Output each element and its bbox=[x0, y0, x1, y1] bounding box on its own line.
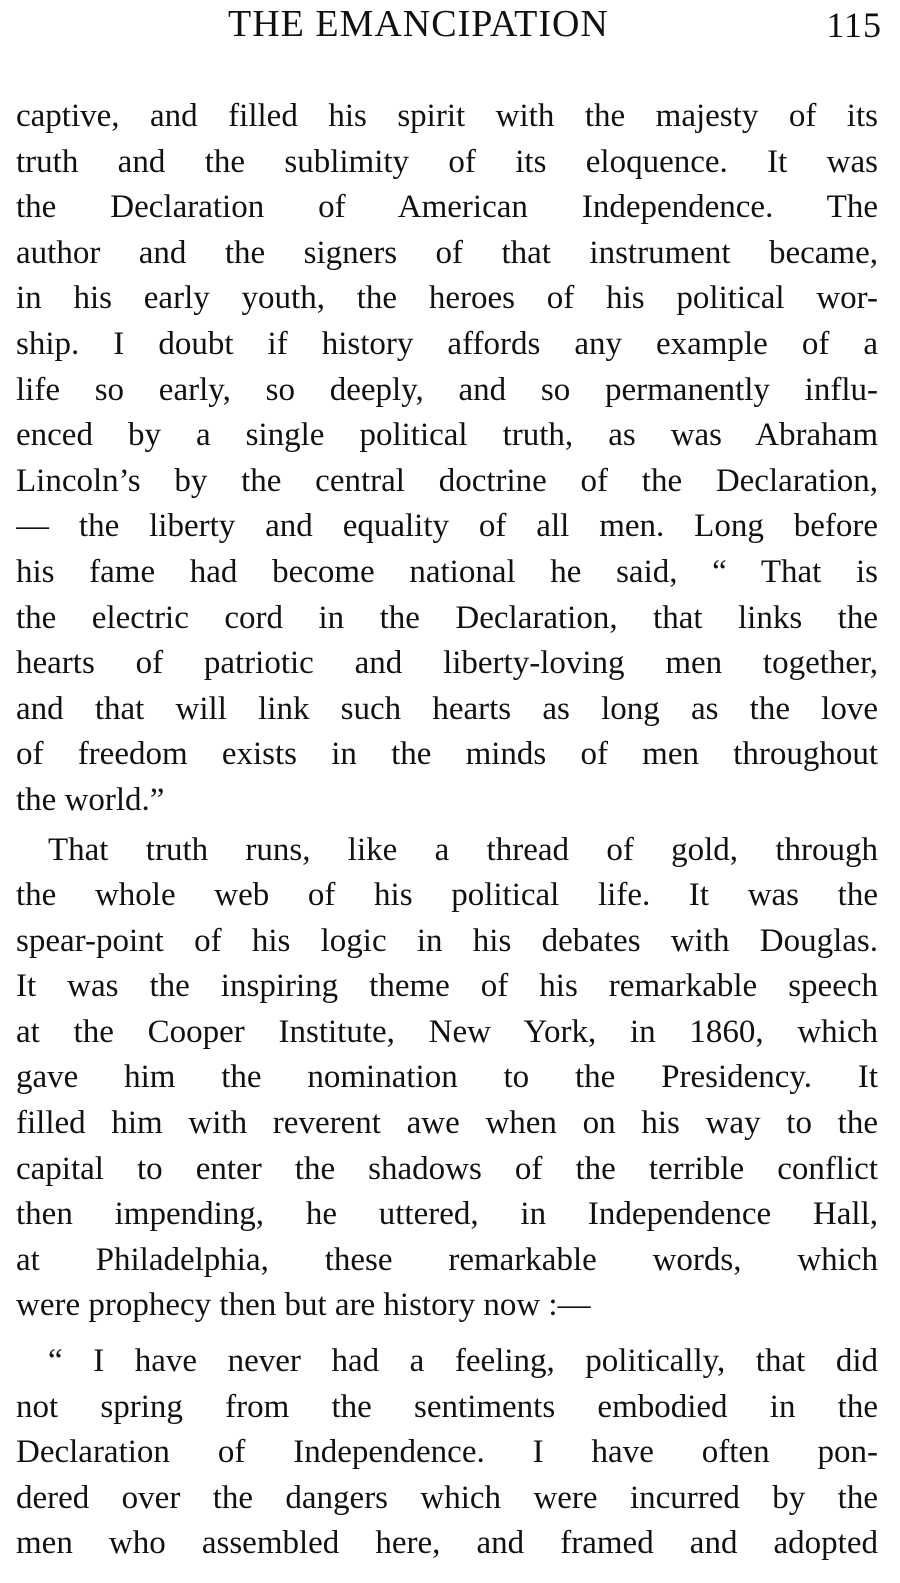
paragraph-1 bbox=[16, 94, 878, 824]
text-line: the electric cord in the Declaration, that links the bbox=[16, 599, 878, 636]
text-line: life so early, so deeply, and so permanently influ- bbox=[16, 371, 878, 408]
text-line: were prophecy then but are history now :— bbox=[16, 1287, 591, 1324]
text-line: filled him with reverent awe when on his way to the bbox=[16, 1105, 878, 1142]
text-line: hearts of patriotic and liberty-loving men together, bbox=[16, 645, 878, 682]
text-line: men who assembled here, and framed and adopted bbox=[16, 1525, 878, 1562]
text-line: of freedom exists in the minds of men throughout bbox=[16, 736, 878, 773]
running-head bbox=[0, 0, 900, 56]
body-text bbox=[16, 94, 878, 1567]
text-line: gave him the nomination to the Presidency. It bbox=[16, 1059, 878, 1096]
text-line: capital to enter the shadows of the terrible conflict bbox=[16, 1150, 878, 1187]
text-line: in his early youth, the heroes of his political wor- bbox=[16, 280, 878, 317]
text-line: Lincoln’s by the central doctrine of the Declaration, bbox=[16, 462, 878, 499]
text-line: at the Cooper Institute, New York, in 1860, which bbox=[16, 1013, 878, 1050]
text-line: not spring from the sentiments embodied in the bbox=[16, 1388, 878, 1425]
text-line: That truth runs, like a thread of gold, through bbox=[48, 831, 878, 868]
text-line: captive, and filled his spirit with the majesty of its bbox=[16, 98, 878, 134]
text-line: “ I have never had a feeling, politically, that did bbox=[48, 1343, 878, 1380]
text-line: enced by a single political truth, as was Abraham bbox=[16, 417, 878, 454]
paragraph-2 bbox=[16, 828, 878, 1330]
text-line: the Declaration of American Independence. The bbox=[16, 189, 878, 226]
text-line: dered over the dangers which were incurred by the bbox=[16, 1479, 878, 1516]
text-line: spear-point of his logic in his debates with Douglas. bbox=[16, 922, 878, 959]
text-line: Declaration of Independence. I have often pon- bbox=[16, 1434, 878, 1471]
text-line: — the liberty and equality of all men. Long before bbox=[16, 508, 878, 545]
text-line: his fame had become national he said, “ That is bbox=[16, 553, 878, 590]
text-line: author and the signers of that instrument became, bbox=[16, 234, 878, 271]
text-line: ship. I doubt if history affords any example of a bbox=[16, 325, 878, 362]
text-line: It was the inspiring theme of his remarkable speech bbox=[16, 968, 878, 1005]
text-line: the whole web of his political life. It was the bbox=[16, 877, 878, 914]
text-line: the world.” bbox=[16, 781, 165, 818]
text-line: truth and the sublimity of its eloquence. It was bbox=[16, 143, 878, 180]
paragraph-3-quotation bbox=[16, 1339, 878, 1567]
text-line: and that will link such hearts as long as the love bbox=[16, 690, 878, 727]
running-head-title: THE EMANCIPATION bbox=[228, 3, 609, 45]
text-line: at Philadelphia, these remarkable words, which bbox=[16, 1241, 878, 1278]
page-number: 115 bbox=[826, 5, 882, 45]
text-line: then impending, he uttered, in Independence Hall, bbox=[16, 1196, 878, 1233]
